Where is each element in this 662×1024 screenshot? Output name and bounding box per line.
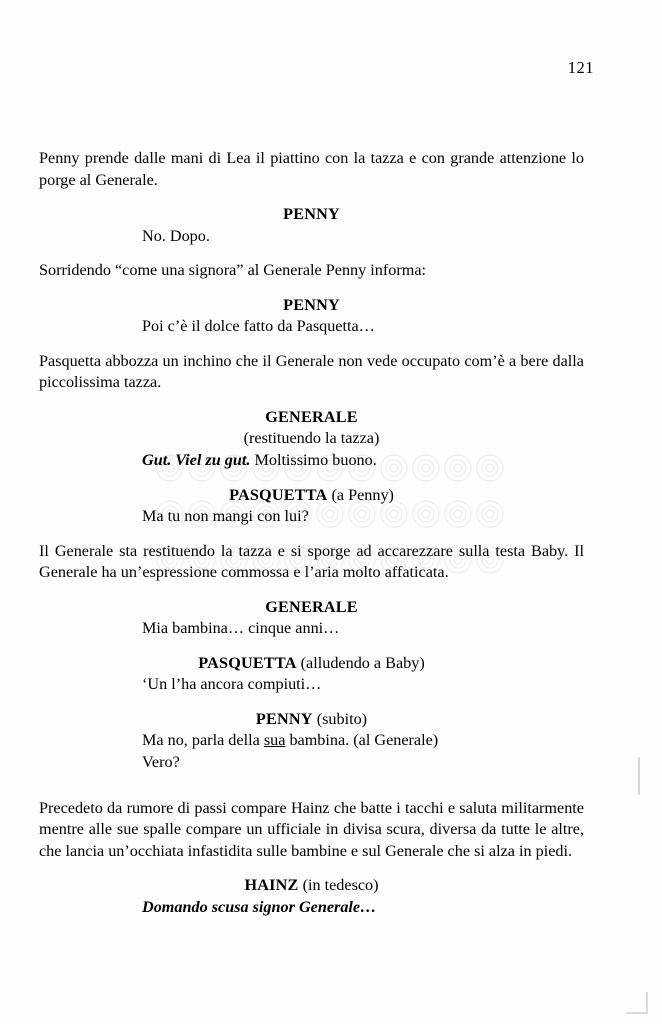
- character-name: PENNY: [283, 295, 340, 314]
- action-paragraph: Sorridendo “come una signora” al Generale Penny informa:: [39, 261, 427, 280]
- dialogue-block: [39, 407, 584, 472]
- dialogue-line: [39, 730, 442, 773]
- dialogue-line: Ma tu non mangi con lui?: [142, 507, 309, 526]
- block-spacer: [39, 787, 584, 798]
- character-cue: [39, 709, 584, 731]
- character-name: PENNY: [255, 709, 313, 728]
- dialogue-block: [39, 485, 584, 528]
- dialogue-block: [39, 875, 584, 918]
- dialogue-text-before: Ma no, parla della: [142, 731, 264, 750]
- character-name: PASQUETTA: [198, 653, 297, 672]
- dialogue-line: No. Dopo.: [142, 226, 210, 245]
- parenthetical: (restituendo la tazza): [243, 429, 380, 448]
- action-paragraph: Pasquetta abbozza un inchino che il Generale non vede occupato com’è a bere dalla piccolissima tazza.: [39, 351, 584, 392]
- cue-parenthetical: (alludendo a Baby): [296, 653, 425, 672]
- cue-parenthetical: (subito): [312, 709, 368, 728]
- cue-parenthetical: (a Penny): [327, 485, 394, 504]
- character-cue: [39, 407, 584, 429]
- action-paragraph: Precedeto da rumore di passi compare Hainz che batte i tacchi e saluta militarmente mentre alle sue spalle compare un ufficiale in divisa scura, diversa da tutte le altre, che lancia un’occhiata infastidita sulle bambine e sul Generale che si alza in piedi.: [39, 798, 584, 860]
- action-paragraph: Il Generale sta restituendo la tazza e si sporge ad accarezzare sulla testa Baby. Il Generale ha un’espressione commossa e l’aria molto affaticata.: [39, 541, 584, 582]
- character-name: GENERALE: [265, 597, 358, 616]
- dialogue-line: Mia bambina… cinque anni…: [142, 619, 340, 638]
- dialogue-text-after: bambina. (al Generale) Vero?: [142, 731, 439, 772]
- dialogue-line: Poi c’è il dolce fatto da Pasquetta…: [142, 317, 375, 336]
- dialogue-block: [39, 295, 584, 338]
- page-number: 121: [567, 58, 594, 77]
- character-name: GENERALE: [265, 407, 358, 426]
- dialogue-line: [39, 450, 584, 472]
- dialogue-block: [39, 204, 584, 247]
- action-paragraph: Penny prende dalle mani di Lea il piattino con la tazza e con grande attenzione lo porge al Generale.: [39, 149, 584, 189]
- dialogue-line: ‘Un l’ha ancora compiuti…: [142, 675, 322, 694]
- page-edge-artifact: [638, 757, 640, 795]
- character-cue: [39, 653, 584, 675]
- dialogue-foreign-phrase: Domando scusa signor Generale…: [142, 897, 377, 916]
- dialogue-foreign-phrase: Gut. Viel zu gut.: [142, 451, 251, 470]
- dialogue-block: [39, 709, 584, 774]
- character-cue: [39, 597, 584, 619]
- script-body: [39, 148, 584, 931]
- dialogue-block: [39, 653, 584, 696]
- dialogue-block: [39, 597, 584, 640]
- character-name: PENNY: [283, 205, 340, 224]
- cue-parenthetical: (in tedesco): [298, 876, 379, 895]
- character-cue: [39, 485, 584, 507]
- character-name: HAINZ: [244, 876, 299, 895]
- page-corner-artifact: [626, 992, 648, 1014]
- dialogue-text: Moltissimo buono.: [250, 451, 377, 470]
- character-cue: [39, 875, 584, 897]
- character-cue: [39, 295, 584, 317]
- dialogue-line: [39, 897, 584, 919]
- dialogue-emphasis-underlined: sua: [263, 731, 286, 750]
- character-name: PASQUETTA: [229, 485, 328, 504]
- character-cue: [39, 204, 584, 226]
